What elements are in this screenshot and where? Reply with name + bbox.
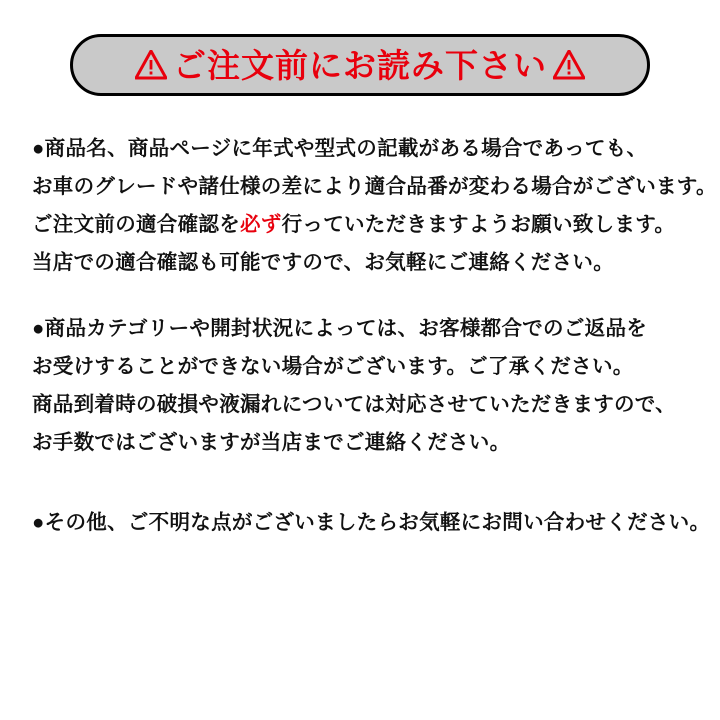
notice-body bbox=[32, 130, 717, 570]
notice-line bbox=[32, 386, 704, 424]
notice-line bbox=[32, 206, 704, 244]
notice-line-text: ●商品名、商品ページに年式や型式の記載がある場合であっても、 bbox=[32, 137, 648, 160]
notice-line-text: お受けすることができない場合がございます。ご了承ください。 bbox=[32, 355, 634, 378]
notice-line bbox=[32, 424, 704, 462]
notice-block-spacer bbox=[32, 490, 704, 504]
notice-line-text: ●その他、ご不明な点がございましたらお気軽にお問い合わせください。 bbox=[32, 511, 711, 534]
notice-line bbox=[32, 348, 704, 386]
notice-block-return-policy bbox=[32, 310, 704, 462]
notice-line bbox=[32, 244, 704, 282]
notice-banner bbox=[70, 34, 650, 96]
notice-line-text: お手数ではございますが当店までご連絡ください。 bbox=[32, 431, 511, 454]
notice-line-text: 当店での適合確認も可能ですので、お気軽にご連絡ください。 bbox=[32, 251, 614, 274]
notice-line-text: お車のグレードや諸仕様の差により適合品番が変わる場合がございます。 bbox=[32, 175, 717, 198]
notice-line-text: ●商品カテゴリーや開封状況によっては、お客様都合でのご返品を bbox=[32, 317, 648, 340]
notice-line bbox=[32, 168, 717, 206]
notice-line bbox=[32, 310, 704, 348]
notice-line-emphasis: 必ず bbox=[240, 213, 282, 236]
notice-block-fitment bbox=[32, 130, 717, 282]
warning-triangle-icon bbox=[553, 50, 585, 80]
warning-triangle-icon bbox=[135, 50, 167, 80]
notice-line bbox=[32, 504, 711, 542]
notice-block-other-inquiries bbox=[32, 504, 711, 542]
notice-line-text: 行っていただきますようお願い致します。 bbox=[281, 213, 676, 236]
notice-line bbox=[32, 130, 704, 168]
notice-banner-title: ご注文前にお読み下さい bbox=[173, 46, 547, 84]
notice-line-text: 商品到着時の破損や液漏れについては対応させていただきますので、 bbox=[32, 393, 676, 416]
notice-line-text: ご注文前の適合確認を bbox=[32, 213, 240, 236]
